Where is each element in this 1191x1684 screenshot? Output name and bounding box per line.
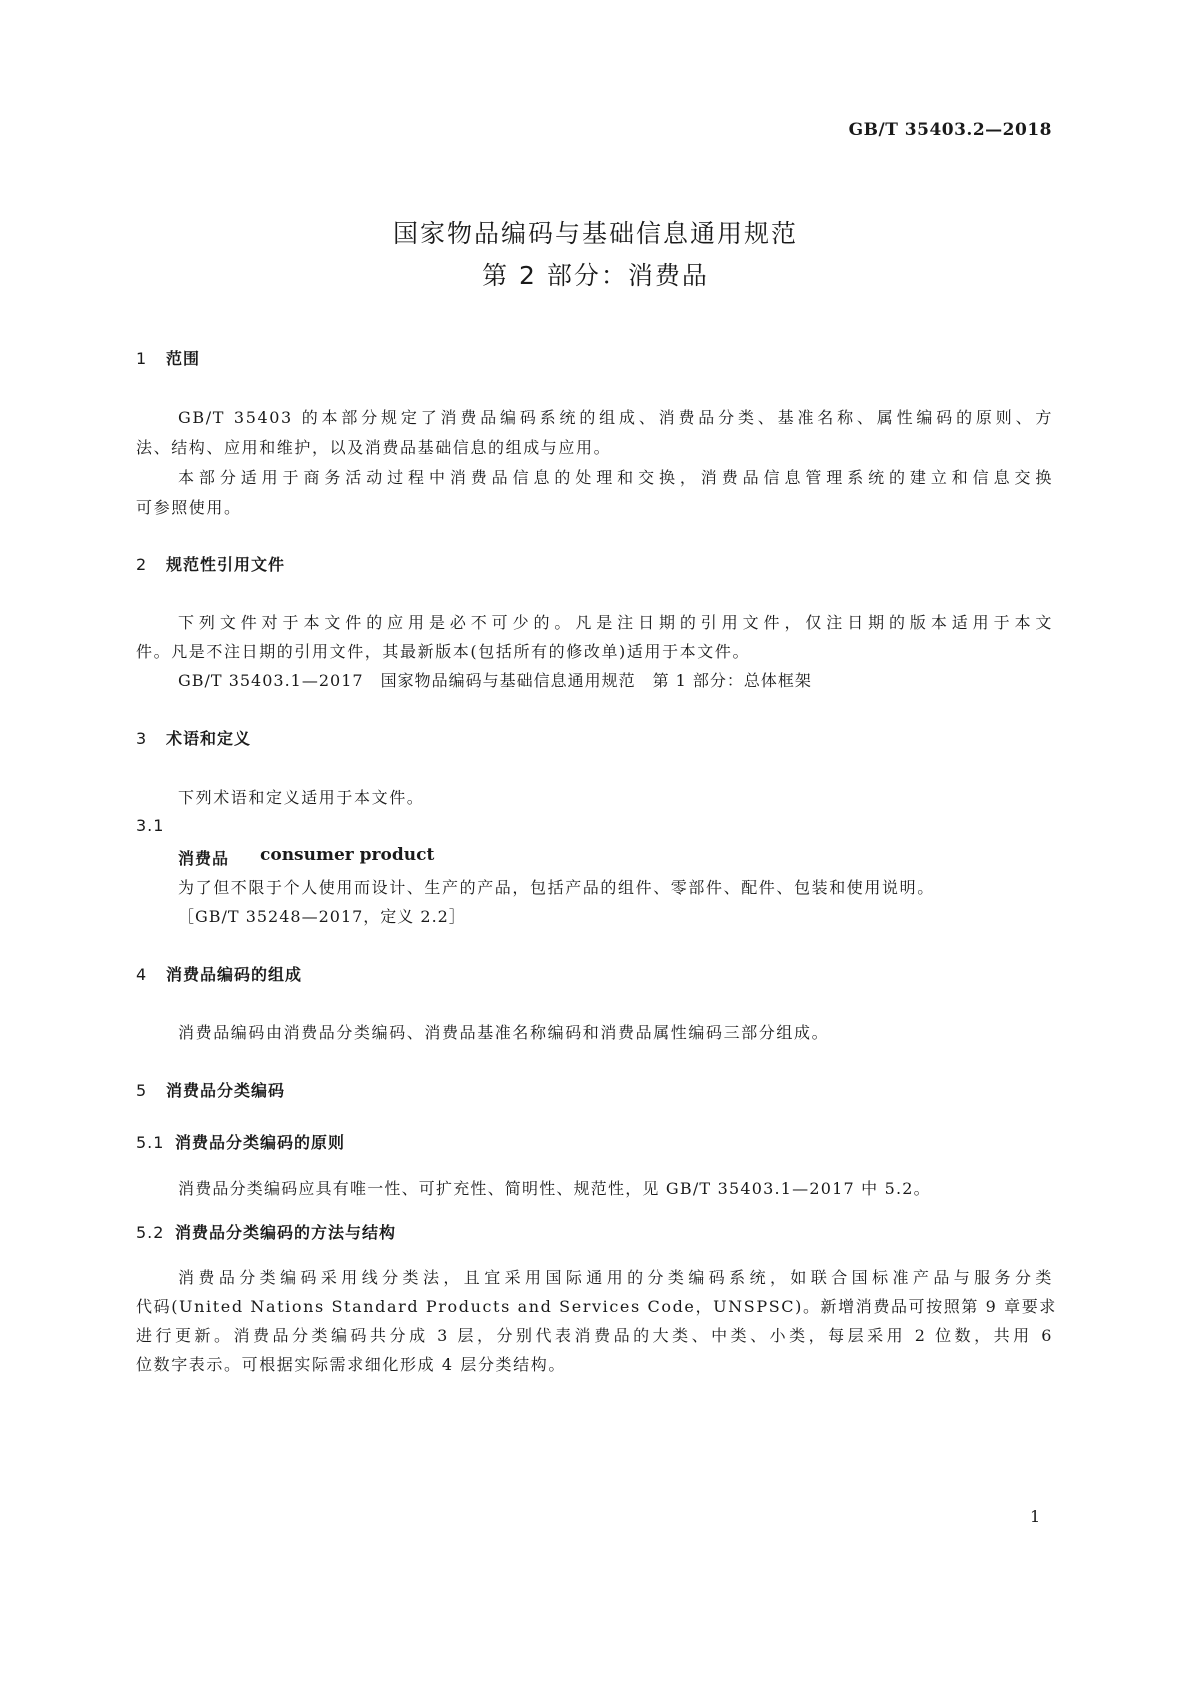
document-title: 国家物品编码与基础信息通用规范 [392, 219, 798, 248]
section-number: 2 [136, 555, 148, 574]
section-title: 消费品分类编码 [166, 1081, 286, 1100]
term-chinese: 消费品 [178, 849, 230, 868]
section-title: 范围 [166, 349, 201, 368]
section-heading-4 [136, 962, 302, 985]
term-source: ［GB/T 35248—2017，定义 2.2］ [178, 907, 466, 926]
page-number: 1 [1030, 1507, 1041, 1526]
section-number: 4 [136, 965, 148, 984]
subsection-number: 5.1 [136, 1133, 165, 1152]
paragraph: 下列术语和定义适用于本文件。 [178, 788, 425, 807]
paragraph: 消费品编码由消费品分类编码、消费品基准名称编码和消费品属性编码三部分组成。 [178, 1023, 830, 1042]
section-heading-5 [136, 1078, 285, 1101]
paragraph: 消费品分类编码应具有唯一性、可扩充性、简明性、规范性，见 GB/T 35403.1—2017 中 5.2。 [178, 1179, 931, 1198]
subsection-title: 消费品分类编码的方法与结构 [175, 1223, 397, 1242]
section-title: 术语和定义 [166, 729, 252, 748]
section-heading-1 [136, 346, 200, 369]
paragraph-continuation: 代码(United Nations Standard Products and Services Code，UNSPSC)。新增消费品可按照第 9 章要求 [136, 1297, 1057, 1316]
paragraph-continuation: 法、结构、应用和维护，以及消费品基础信息的组成与应用。 [136, 438, 612, 457]
document-subtitle: 第 2 部分：消费品 [482, 261, 709, 290]
subsection-heading-5-2 [136, 1220, 396, 1243]
paragraph: 下列文件对于本文件的应用是必不可少的。凡是注日期的引用文件，仅注日期的版本适用于本文 [178, 613, 1053, 632]
term-definition: 为了但不限于个人使用而设计、生产的产品，包括产品的组件、零部件、配件、包装和使用说明。 [178, 878, 935, 897]
subsection-title: 消费品分类编码的原则 [175, 1133, 346, 1152]
paragraph-continuation: 进行更新。消费品分类编码共分成 3 层，分别代表消费品的大类、中类、小类，每层采用 2 位数，共用 6 [136, 1326, 1053, 1345]
paragraph-continuation: 可参照使用。 [136, 498, 242, 517]
paragraph: 消费品分类编码采用线分类法，且宜采用国际通用的分类编码系统，如联合国标准产品与服务分类 [178, 1268, 1053, 1287]
paragraph-continuation: 件。凡是不注日期的引用文件，其最新版本(包括所有的修改单)适用于本文件。 [136, 642, 751, 661]
paragraph-continuation: 位数字表示。可根据实际需求细化形成 4 层分类结构。 [136, 1355, 566, 1374]
section-title: 规范性引用文件 [166, 555, 286, 574]
section-heading-3 [136, 726, 251, 749]
subsection-number: 5.2 [136, 1223, 165, 1242]
term-number: 3.1 [136, 816, 165, 835]
section-heading-2 [136, 552, 285, 575]
paragraph: 本部分适用于商务活动过程中消费品信息的处理和交换，消费品信息管理系统的建立和信息交换 [178, 468, 1053, 487]
subsection-heading-5-1 [136, 1130, 345, 1153]
standard-number: GB/T 35403.2—2018 [848, 120, 1052, 140]
section-title: 消费品编码的组成 [166, 965, 303, 984]
term-english: consumer product [260, 845, 435, 865]
normative-reference: GB/T 35403.1—2017 国家物品编码与基础信息通用规范 第 1 部分：总体框架 [178, 671, 812, 690]
paragraph: GB/T 35403 的本部分规定了消费品编码系统的组成、消费品分类、基准名称、属性编码的原则、方 [178, 408, 1053, 427]
section-number: 3 [136, 729, 148, 748]
section-number: 5 [136, 1081, 148, 1100]
section-number: 1 [136, 349, 148, 368]
